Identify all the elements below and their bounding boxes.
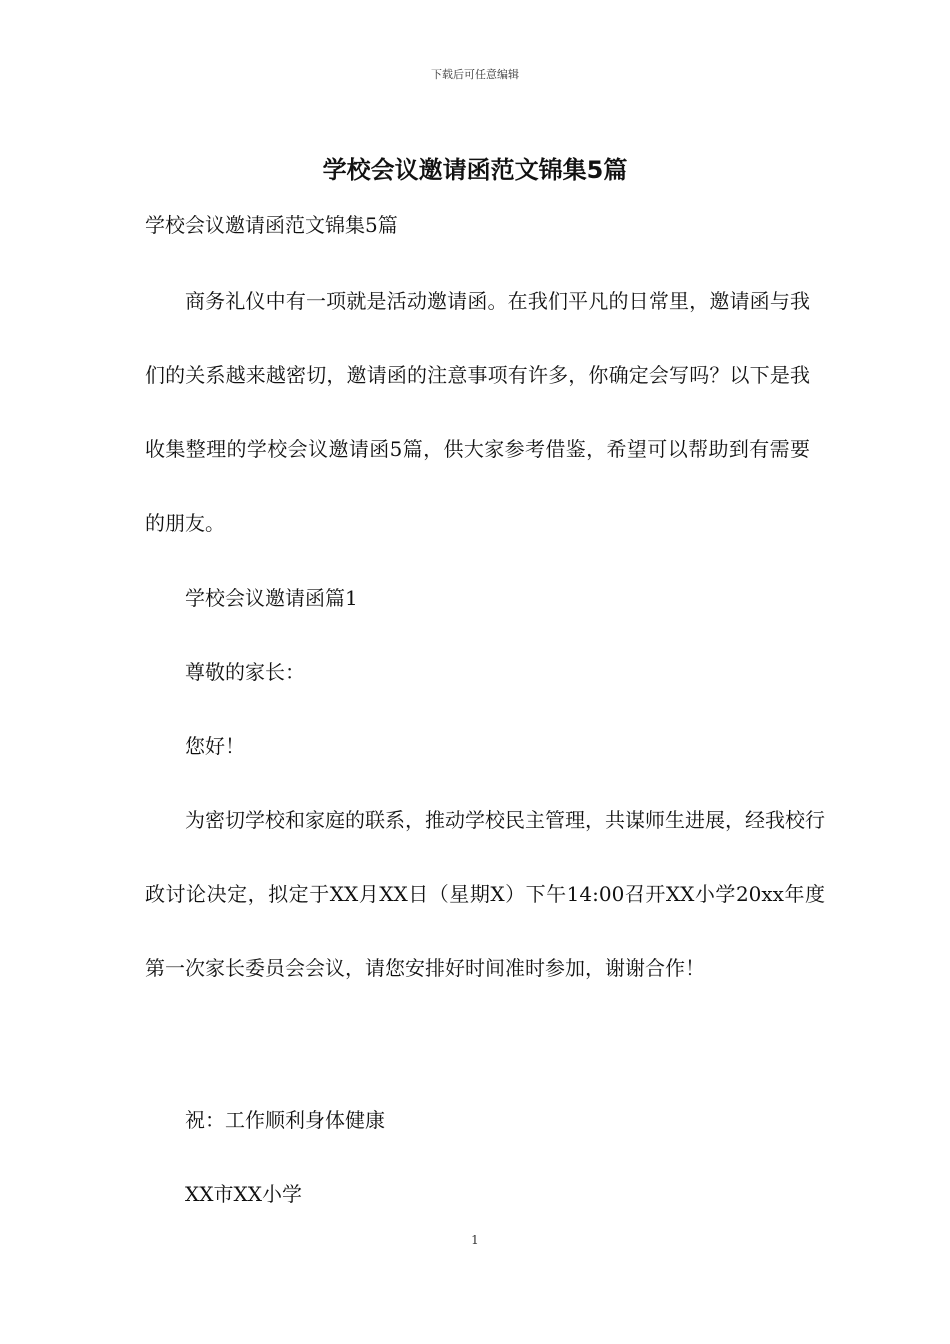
closing-wish: 祝：工作顺利身体健康	[185, 1108, 385, 1132]
intro-paragraph: 商务礼仪中有一项就是活动邀请函。在我们平凡的日常里，邀请函与我们的关系越来越密切，邀请函的注意事项有许多，你确定会写吗？以下是我收集整理的学校会议邀请函5篇，供大家参考借鉴，希望可以帮助到有需要的朋友。	[145, 289, 810, 535]
page-header-note: 下载后可任意编辑	[431, 68, 519, 81]
signature-organization: XX市XX小学	[185, 1182, 302, 1206]
greeting: 您好！	[185, 734, 245, 758]
section-heading: 学校会议邀请函篇1	[185, 586, 358, 610]
invitation-body: 为密切学校和家庭的联系，推动学校民主管理，共谋师生进展，经我校行政讨论决定，拟定于XX月XX日（星期X）下午14:00召开XX小学20xx年度第一次家长委员会会议，请您安排好时间准时参加，谢谢合作！	[145, 808, 825, 980]
document-title: 学校会议邀请函范文锦集5篇	[322, 156, 628, 184]
page-number: 1	[471, 1233, 479, 1247]
document-subtitle: 学校会议邀请函范文锦集5篇	[145, 213, 398, 237]
salutation: 尊敬的家长：	[185, 660, 305, 684]
